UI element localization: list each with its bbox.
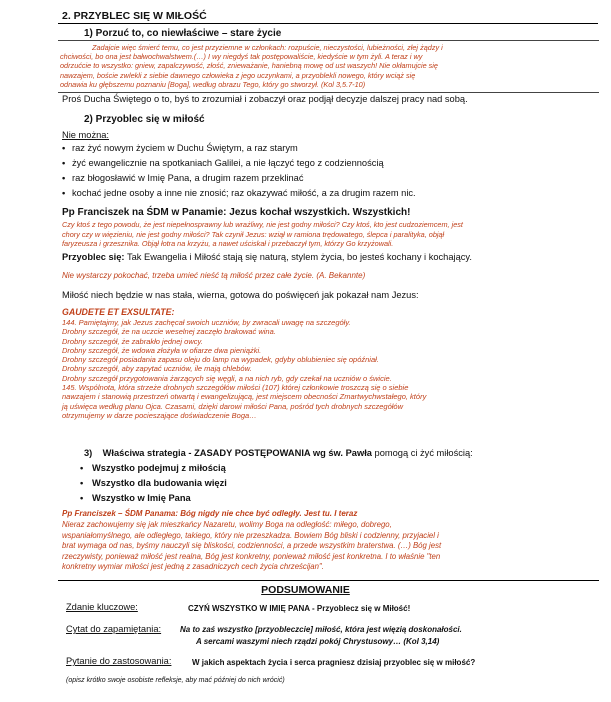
bekannte-quote: Nie wystarczy pokochać, trzeba umieć nieść tą miłość przez całe życie. (A. Bekannte) — [62, 271, 366, 280]
list-item: • kochać jedne osoby a inne nie znosić; raz okazywać miłość, a za drugim razem nic. — [62, 186, 416, 201]
not-allowed-list — [62, 141, 416, 201]
subsection-heading-3 — [84, 448, 473, 458]
pope-quote-line: rzeczywisty, ponieważ miłość jest realna, Bóg jest konkretny, ponieważ miłość jest konkretna. I to właśnie "ten — [62, 551, 441, 561]
note: (opisz krótko swoje osobiste refleksje, aby mać później do nich wrócić) — [66, 677, 285, 684]
quote-line: odrzućcie to wszystko: gniew, zapalczywość, złość, znieważanie, haniebną mowę od ust waszych! Nie okłamujcie się — [60, 61, 438, 71]
quote-line-1: Na to zaś wszystko [przyobleczcie] miłość, która jest więzią doskonałości. — [180, 625, 462, 634]
love-line: Miłość niech będzie w nas stała, wierna, gotowa do poświęceń jak pokazał nam Jezus: — [62, 290, 419, 300]
pope-quote-line: Czy ktoś z tego powodu, że jest niepełnosprawny lub wrażliwy, nie jest godny miłości? Czy ktoś, kto jest cudzoziemcem, jest — [62, 220, 463, 229]
pope-quote-line: konkretny wymiar miłości jest jedną z zasadniczych cech życia chrześcijan". — [62, 562, 324, 571]
pope-quote-2 — [62, 520, 441, 573]
list-item: • Wszystko w Imię Pana — [80, 491, 227, 506]
subsection-heading-1: 1) Porzuć to, co niewłaściwe – stare życie — [84, 28, 282, 39]
gaudete-line: otrzymujemy w darze pocieszające doświadczenie Boga… — [62, 410, 257, 420]
gaudete-line: nawzajem i stanowią przestrzeń otwartą i ewangelizującą, jest miejscem obecności Zmartwychwstałego, który — [62, 392, 427, 402]
divider — [58, 23, 598, 24]
pope-quote-line: chory czy w więzieniu, nie jest godny miłości? Tak czynił Jezus: wziął w ramiona trędowatego, ślepca i paralityka, objął — [62, 229, 445, 239]
list-item: • żyć ewangelicznie na spotkaniach Galilei, a nie łączyć tego z codziennością — [62, 156, 416, 171]
summary-title: PODSUMOWANIE — [261, 584, 350, 596]
quote-line-2: A sercami waszymi niech rządzi pokój Chrystusowy… (Kol 3,14) — [196, 637, 440, 646]
gaudete-line: Drobny szczegół przygotowania żarzących się węgli, a na nich ryb, gdy czekał na uczniów o świcie. — [62, 373, 392, 383]
quote-line: chciwości, bo ona jest bałwochwalstwem.(…) I wy niegdyś tak postępowaliście, kiedyście w tym żyli. A teraz i wy — [60, 52, 423, 62]
divider — [58, 580, 599, 581]
quote-line: nawzajem, boście zwlekli z siebie dawnego człowieka z jego uczynkami, a przyoblekli nowego, który wciąż się — [60, 70, 416, 80]
key-sentence-label: Zdanie kluczowe: — [66, 602, 138, 612]
list-item: • raz błogosławić w Imię Pana, a drugim razem przeklinać — [62, 171, 416, 186]
gaudete-body — [62, 318, 426, 420]
gaudete-line: 144. Pamiętajmy, jak Jezus zachęcał swoich uczniów, by zwracali uwagę na szczegóły. — [62, 318, 351, 327]
gaudete-line: 145. Wspólnota, która strzeże drobnych szczegółów miłości (107) której członkowie troszczą się o siebie — [62, 383, 409, 393]
strategy-heading-rest: pomogą ci żyć miłością: — [371, 448, 473, 458]
gaudete-line: Drobny szczegół posiadania zapasu oleju do lamp na wypadek, gdyby oblubieniec się opóźniał. — [62, 355, 379, 365]
section-title: 2. PRZYBLEC SIĘ W MIŁOŚĆ — [62, 10, 207, 22]
przyoblec-line — [62, 252, 472, 262]
list-item: • raz żyć nowym życiem w Duchu Świętym, a raz starym — [62, 141, 416, 156]
gaudete-line: Drobny szczegół, aby zapytać uczniów, ile mają chlebów. — [62, 364, 252, 374]
gaudete-line: ją uświęca według planu Ojca. Czasami, dzięki darowi miłości Pana, pośród tych drobnych szczegółów — [62, 401, 403, 411]
przyoblec-label: Przyoblec się: — [62, 252, 125, 262]
list-item: • Wszystko podejmuj z miłością — [80, 461, 227, 476]
pope-quote-line: brat wymaga od nas, byśmy nauczyli się bliskości, codzienności, a przede wszystkim braterstwa. (…) Bóg jest — [62, 541, 442, 550]
pope-heading-2: Pp Franciszek – ŚDM Panama: Bóg nigdy nie chce być odległy. Jest tu. I teraz — [62, 509, 358, 518]
pope-heading: Pp Franciszek na ŚDM w Panamie: Jezus kochał wszystkich. Wszystkich! — [62, 207, 411, 218]
gaudete-line: Drobny szczegół, że zabrakło jednej owcy. — [62, 336, 203, 346]
not-allowed-label: Nie można: — [62, 130, 110, 140]
gaudete-title: GAUDETE ET EXSULTATE: — [62, 307, 175, 317]
pope-quote-line: faryzeusza i grzesznika. Objął łotra na krzyżu, a nawet uściskał i przebaczył tym, którzy Go krzyżowali. — [62, 239, 394, 248]
question-label: Pytanie do zastosowania: — [66, 656, 172, 666]
subsection-heading-2: 2) Przyobleс się w miłość — [84, 114, 205, 125]
przyoblec-text: Tak Ewangelia i Miłość stają się naturą, stylem życia, bo jesteś kochany i kochający. — [124, 252, 472, 262]
key-sentence-value: CZYŃ WSZYSTKO W IMIĘ PANA - Przyoblecz się w Miłość! — [188, 604, 411, 613]
quote-line: Zadajcie więc śmierć temu, co jest przyziemne w członkach: rozpuście, nieczystości, lubieżności, złej żądzy i — [92, 43, 443, 52]
paragraph: Proś Ducha Świętego o to, byś to zrozumiał i zobaczył oraz podjął decyzje dalszej pracy nad sobą. — [62, 94, 468, 104]
quote-label: Cytat do zapamiętania: — [66, 624, 162, 634]
quote-line: odnawia ku głębszemu poznaniu [Boga], według obrazu Tego, który go stworzył. (Kol 3,5.7-10) — [60, 79, 366, 89]
gaudete-line: Drobny szczegół, że na uczcie weselnej zaczęło brakować wina. — [62, 327, 276, 337]
gaudete-line: Drobny szczegół, że wdowa złożyła w ofiarze dwa pieniążki. — [62, 345, 262, 355]
strategy-list — [80, 461, 227, 506]
pope-quote-line: Nieraz zachowujemy się jak mieszkańcy Nazaretu, wolimy Boga na odległość: miłego, dobrego, — [62, 520, 392, 529]
strategy-heading: Właściwa strategia - ZASADY POSTĘPOWANIA wg św. Pawła — [102, 448, 372, 458]
subsection-number: 3) — [84, 448, 93, 458]
question-value: W jakich aspektach życia i serca pragniesz dzisiaj przyoblec się w miłość? — [192, 658, 476, 667]
list-item: • Wszystko dla budowania więzi — [80, 476, 227, 491]
pope-quote-line: wspaniałomyślnego, ale odległego, takiego, który nie przeszkadza. Bowiem Bóg bliski i codzienny, przyjaciel i — [62, 530, 439, 540]
scripture-quote-box — [58, 40, 599, 93]
